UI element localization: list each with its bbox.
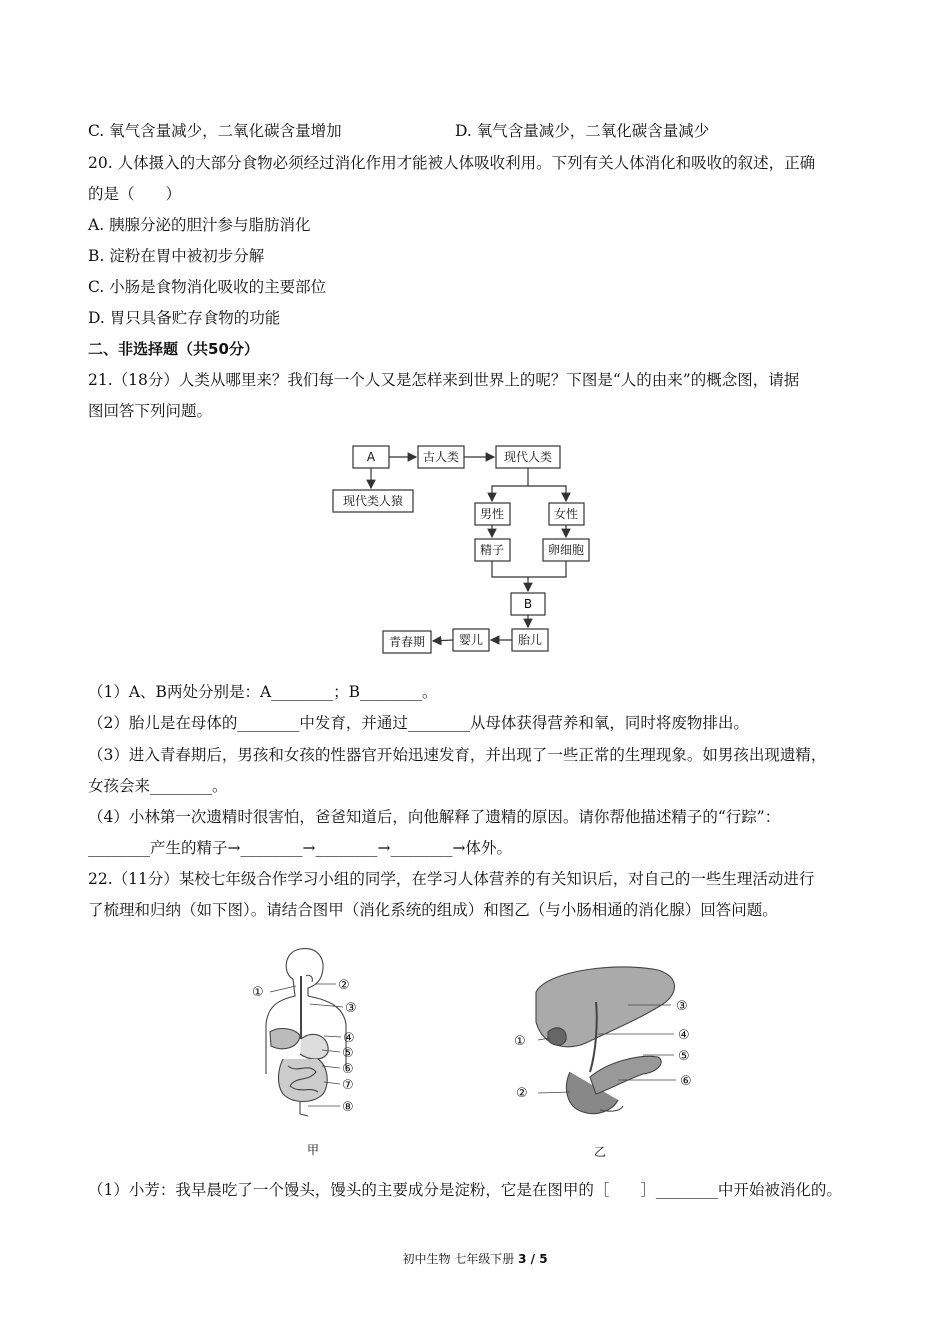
jia-marker-7: ⑦ (342, 1078, 354, 1093)
q21-sub2: （2）胎儿是在母体的________中发育，并通过________从母体获得营养和氧，同时将废物排出。 (88, 714, 749, 732)
q21-sub1: （1）A、B两处分别是：A________；B________。 (88, 683, 438, 701)
jia-marker-5: ⑤ (342, 1046, 354, 1061)
jia-marker-2: ② (338, 978, 350, 993)
yi-marker-2: ② (516, 1086, 528, 1101)
label-infant: 婴儿 (458, 633, 484, 647)
jia-marker-1: ① (252, 985, 264, 1000)
q20-option-b: B. 淀粉在胃中被初步分解 (88, 247, 265, 265)
q22-sub1: （1）小芳：我早晨吃了一个馒头，馒头的主要成分是淀粉，它是在图甲的［ ］________中开始被消化的。 (88, 1181, 842, 1199)
q20-option-c: C. 小肠是食物消化吸收的主要部位 (88, 278, 327, 296)
label-female: 女性 (553, 507, 579, 521)
jia-marker-4: ④ (343, 1031, 355, 1046)
q21-sub3-line1: （3）进入青春期后，男孩和女孩的性器官开始迅速发育，并出现了一些正常的生理现象。如男孩出现遗精， (88, 746, 827, 764)
figure-yi-digestive-glands (508, 962, 708, 1162)
jia-marker-6: ⑥ (342, 1062, 354, 1077)
label-modern: 现代人类 (503, 450, 553, 464)
label-puberty: 青春期 (388, 635, 426, 649)
q20-stem-line1: 20. 人体摄入的大部分食物必须经过消化作用才能被人体吸收利用。下列有关人体消化和吸收的叙述，正确 (88, 154, 816, 172)
q20-option-d: D. 胃只具备贮存食物的功能 (88, 309, 281, 327)
page-footer (0, 1250, 950, 1267)
q19-option-c: C. 氧气含量减少，二氧化碳含量增加 (88, 122, 342, 140)
label-fetus: 胎儿 (517, 633, 543, 647)
q21-sub4-line1: （4）小林第一次遗精时很害怕，爸爸知道后，向他解释了遗精的原因。请你帮他描述精子的“行踪”： (88, 808, 781, 826)
label-ancient: 古人类 (422, 450, 460, 464)
jia-marker-8: ⑧ (342, 1100, 354, 1115)
q21-sub4-line2: ________产生的精子→________→________→________→体外。 (88, 839, 512, 857)
yi-marker-5: ⑤ (678, 1049, 690, 1064)
footer-page-number: 3 / 5 (518, 1252, 548, 1266)
footer-text: 初中生物 七年级下册 (402, 1252, 515, 1266)
q22-stem-line2: 了梳理和归纳（如下图）。请结合图甲（消化系统的组成）和图乙（与小肠相通的消化腺）回答问题。 (88, 901, 778, 919)
q20-stem-line2: 的是（ ） (88, 185, 182, 203)
label-ape: 现代类人猿 (342, 494, 404, 508)
yi-marker-1: ① (514, 1034, 526, 1049)
fig-jia-label: 甲 (306, 1143, 320, 1157)
label-a: A (366, 450, 376, 464)
origin-concept-diagram (325, 438, 625, 660)
q22-stem-line1: 22.（11分）某校七年级合作学习小组的同学，在学习人体营养的有关知识后，对自己的一些生理活动进行 (88, 870, 815, 888)
q21-sub3-line2: 女孩会来________。 (88, 777, 228, 795)
label-b: B (523, 597, 533, 611)
yi-marker-6: ⑥ (680, 1074, 692, 1089)
q19-option-d: D. 氧气含量减少，二氧化碳含量减少 (455, 122, 710, 140)
label-egg: 卵细胞 (547, 543, 585, 557)
yi-marker-4: ④ (678, 1028, 690, 1043)
yi-marker-3: ③ (676, 999, 688, 1014)
section2-title: 二、非选择题（共50分） (88, 340, 259, 358)
fig-yi-label: 乙 (593, 1145, 607, 1159)
q21-stem-line2: 图回答下列问题。 (88, 402, 213, 420)
figure-jia-digestive-system (238, 944, 388, 1162)
label-male: 男性 (479, 507, 505, 521)
jia-marker-3: ③ (345, 1001, 357, 1016)
label-sperm: 精子 (479, 543, 505, 557)
q21-stem-line1: 21.（18分）人类从哪里来？我们每一个人又是怎样来到世界上的呢？下图是“人的由来”的概念图，请据 (88, 371, 800, 389)
q20-option-a: A. 胰腺分泌的胆汁参与脂肪消化 (88, 216, 311, 234)
